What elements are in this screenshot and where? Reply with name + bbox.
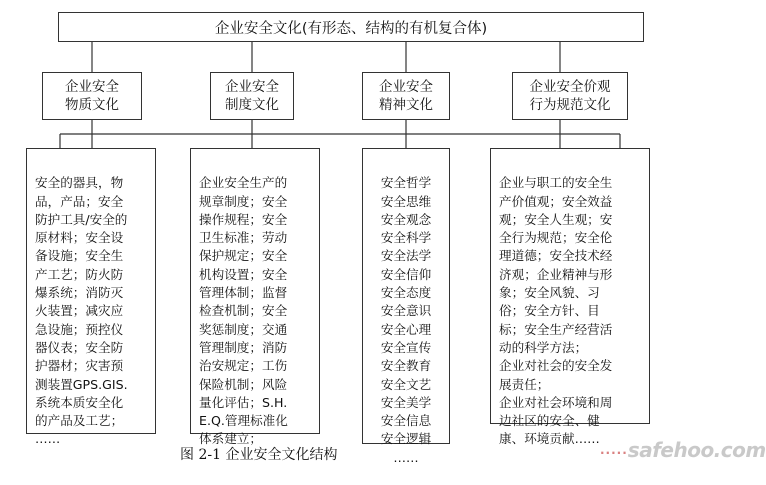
category-behavior-label-line2: 行为规范文化: [529, 97, 611, 113]
category-box-spirit: [362, 72, 450, 120]
category-box-institution: [210, 72, 294, 120]
category-institution-label-line1: 企业安全: [225, 79, 279, 95]
detail-box-material: [26, 148, 156, 447]
category-box-behavior: [512, 72, 628, 120]
watermark-text: safehoo.com: [627, 438, 766, 462]
category-material-label-line2: 物质文化: [65, 97, 119, 113]
detail-institution-text: 企业安全生产的 规章制度；安全 操作规程；安全 卫生标准；劳动 保护规定；安全 机构设置；安全 管理体制；监督 检查机制；安全 奖惩制度；交通 管理制度；消防 治安规定；工伤 保险机制；风险 量化评估；S.H. E.Q.管理标准化 体系建立；: [199, 175, 288, 447]
category-institution-label-line2: 制度文化: [225, 97, 279, 113]
root-node-box: [58, 12, 644, 42]
root-node-title: 企业安全文化(有形态、结构的有机复合体): [214, 20, 488, 37]
detail-behavior-text: 企业与职工的安全生 产价值观；安全效益 观；安全人生观；安 全行为规范；安全伦 理道德；安全技术经 济观；企业精神与形 象；安全风貌、习 俗；安全方针、目 标；安全生产经营活 动的科学方法； 企业对社会的安全发 展责任； 企业对社会环境和周 边社区的安全、健 康、环境贡献……: [499, 175, 613, 447]
figure-caption: 图 2-1 企业安全文化结构: [180, 447, 338, 463]
watermark-dots: ·····: [600, 446, 628, 460]
category-box-material: [42, 72, 142, 120]
category-material-label-line1: 企业安全: [65, 79, 119, 95]
category-behavior-label-line1: 企业安全价观: [529, 79, 611, 95]
detail-box-spirit: [362, 148, 450, 465]
detail-box-behavior: [490, 148, 650, 447]
category-spirit-label-line1: 企业安全: [379, 79, 433, 95]
detail-box-institution: [190, 148, 320, 447]
detail-material-text: 安全的器具，物 品，产品；安全 防护工具/安全的 原材料；安全设 备设施；安全生 产工艺；防火防 爆系统；消防灭 火装置；减灾应 急设施；预控仪 器仪表；安全防 护器材；灾害预 测装置GPS.GIS. 系统本质安全化 的产品及工艺； ……: [35, 175, 128, 447]
detail-spirit-text: 安全哲学 安全思维 安全观念 安全科学 安全法学 安全信仰 安全态度 安全意识 安全心理 安全宣传 安全教育 安全文艺 安全美学 安全信息 安全逻辑 ……: [380, 175, 432, 465]
site-watermark: [600, 438, 766, 462]
category-spirit-label-line2: 精神文化: [379, 97, 433, 113]
